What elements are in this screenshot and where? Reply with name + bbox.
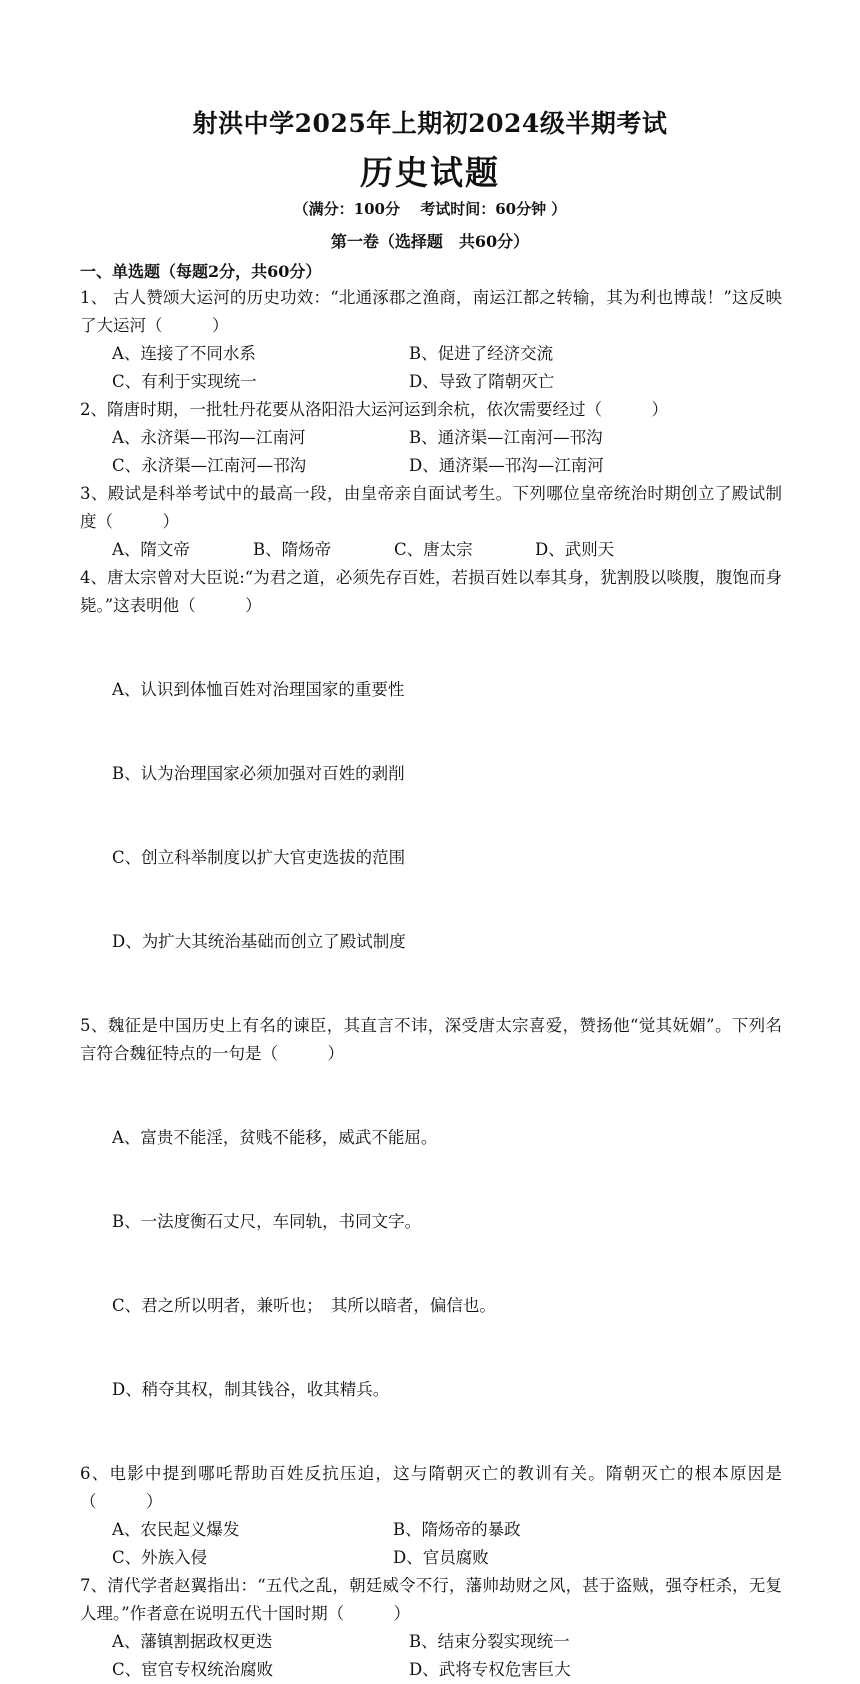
options (80, 1068, 782, 1460)
option-b[interactable]: B、认为治理国家必须加强对百姓的剥削 (112, 764, 405, 783)
section-heading: 一、单选题（每题2分，共60分） (80, 262, 322, 281)
option-d[interactable]: D、武则天 (535, 540, 615, 559)
options (80, 620, 782, 1012)
question-stem: 3、殿试是科举考试中的最高一段，由皇帝亲自面试考生。下列哪位皇帝统治时期创立了殿试制度（ ） (80, 484, 782, 531)
option-c[interactable]: C、唐太宗 (394, 540, 473, 559)
option-b[interactable]: B、一法度衡石丈尺，车同轨，书同文字。 (112, 1212, 422, 1231)
option-b[interactable]: B、促进了经济交流 (409, 344, 554, 363)
option-a[interactable]: A、永济渠—邗沟—江南河 (112, 428, 306, 447)
question-stem: 6、电影中提到哪吒帮助百姓反抗压迫，这与隋朝灭亡的教训有关。隋朝灭亡的根本原因是（ ） (80, 1464, 782, 1511)
option-a[interactable]: A、藩镇割据政权更迭 (112, 1632, 273, 1651)
option-c[interactable]: C、外族入侵 (112, 1548, 208, 1567)
question-stem: 1、 古人赞颂大运河的历史功效：“北通涿郡之渔商，南运江都之转输，其为利也博哉！”这反映了大运河（ ） (80, 288, 782, 335)
subject-title: 历史试题 (360, 153, 500, 192)
option-b[interactable]: B、隋炀帝的暴政 (393, 1520, 521, 1539)
option-b[interactable]: B、隋炀帝 (253, 540, 332, 559)
question-list (80, 284, 782, 1684)
option-a[interactable]: A、富贵不能淫，贫贱不能移，威武不能屈。 (112, 1128, 438, 1147)
option-c[interactable]: C、永济渠—江南河—邗沟 (112, 456, 307, 475)
option-d[interactable]: D、通济渠—邗沟—江南河 (409, 456, 604, 475)
question-1 (80, 284, 782, 396)
option-d[interactable]: D、稍夺其权，制其钱谷，收其精兵。 (112, 1380, 390, 1399)
option-d[interactable]: D、为扩大其统治基础而创立了殿试制度 (112, 932, 406, 951)
question-5 (80, 1012, 782, 1460)
school-exam-title: 射洪中学2025年上期初2024级半期考试 (192, 109, 668, 138)
question-stem: 7、清代学者赵翼指出：“五代之乱，朝廷威令不行，藩帅劫财之风，甚于盗贼，强夺枉杀，无复人理。”作者意在说明五代十国时期（ ） (80, 1576, 782, 1623)
question-3 (80, 480, 782, 564)
question-6 (80, 1460, 782, 1572)
option-a[interactable]: A、隋文帝 (112, 540, 190, 559)
option-d[interactable]: D、官员腐败 (393, 1548, 489, 1567)
option-d[interactable]: D、武将专权危害巨大 (409, 1660, 571, 1679)
question-7 (80, 1572, 782, 1684)
options (80, 536, 782, 564)
question-stem: 5、魏征是中国历史上有名的谏臣，其直言不讳，深受唐太宗喜爱，赞扬他“觉其妩媚”。下列名言符合魏征特点的一句是（ ） (80, 1016, 782, 1063)
question-4 (80, 564, 782, 1012)
question-stem: 4、唐太宗曾对大臣说:“为君之道，必须先存百姓，若损百姓以奉其身，犹割股以啖腹，腹饱而身毙。”这表明他（ ） (80, 568, 782, 615)
option-c[interactable]: C、君之所以明者，兼听也； 其所以暗者，偏信也。 (112, 1296, 496, 1315)
option-d[interactable]: D、导致了隋朝灭亡 (409, 372, 555, 391)
options (80, 340, 782, 396)
part-heading: 第一卷（选择题 共60分） (330, 232, 530, 251)
option-c[interactable]: C、宦官专权统治腐败 (112, 1660, 274, 1679)
option-a[interactable]: A、连接了不同水系 (112, 344, 256, 363)
options (80, 1516, 782, 1572)
exam-meta: （满分：100分 考试时间：60分钟 ） (293, 200, 567, 218)
option-c[interactable]: C、创立科举制度以扩大官吏选拔的范围 (112, 848, 406, 867)
options (80, 1628, 782, 1684)
option-b[interactable]: B、通济渠—江南河—邗沟 (409, 428, 603, 447)
option-a[interactable]: A、认识到体恤百姓对治理国家的重要性 (112, 680, 405, 699)
question-stem: 2、隋唐时期，一批牡丹花要从洛阳沿大运河运到余杭，依次需要经过（ ） (80, 400, 668, 419)
options (80, 424, 782, 480)
option-c[interactable]: C、有利于实现统一 (112, 372, 257, 391)
question-2 (80, 396, 782, 480)
option-b[interactable]: B、结束分裂实现统一 (409, 1632, 570, 1651)
option-a[interactable]: A、农民起义爆发 (112, 1520, 240, 1539)
